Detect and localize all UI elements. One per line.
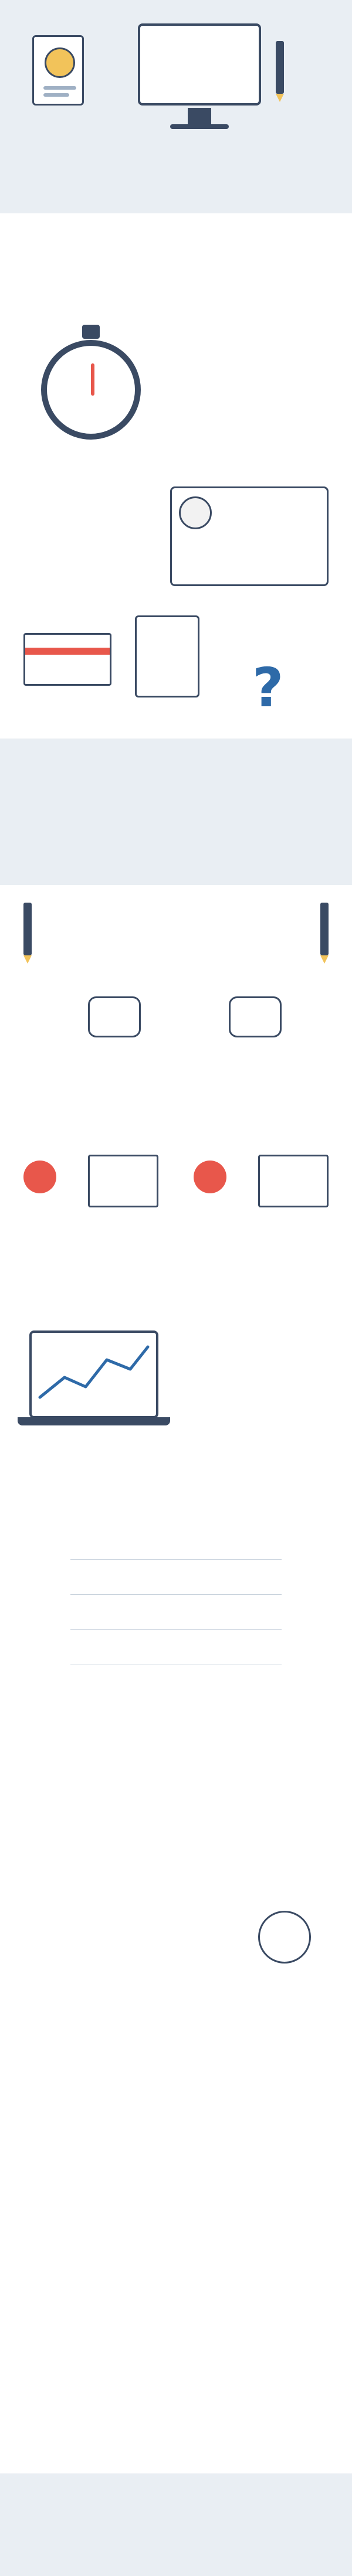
step-item <box>0 1776 352 1893</box>
step-item <box>0 2292 352 2409</box>
hero-section <box>0 0 352 305</box>
divider <box>70 1594 282 1595</box>
skills-section <box>0 481 352 739</box>
dog-avatar-icon <box>179 496 212 529</box>
step-item <box>0 1905 352 2022</box>
text-line-icon <box>43 93 69 97</box>
line-chart-icon <box>32 1333 156 1416</box>
step-item <box>0 2163 352 2280</box>
laptop-section <box>0 1313 352 1477</box>
divider <box>70 1559 282 1560</box>
step-item <box>0 2034 352 2151</box>
pencil-icon <box>276 41 284 94</box>
cv-document-icon <box>32 35 84 106</box>
monitor-foot-icon <box>170 124 229 129</box>
folder-icon <box>23 633 111 686</box>
question-mark-icon: ? <box>252 656 284 719</box>
howto-section <box>0 1711 352 2567</box>
cv-card-icon <box>135 615 199 697</box>
badge-icon <box>194 1161 226 1193</box>
laptop-chart-icon <box>29 1330 158 1418</box>
filing-cabinet-icon <box>88 1155 158 1207</box>
stopwatch-hand-icon <box>91 363 94 396</box>
stopwatch-icon <box>41 340 141 440</box>
monitor-icon <box>138 23 261 106</box>
timer-section <box>0 305 352 481</box>
speech-card <box>170 486 329 586</box>
team-icon <box>229 996 282 1037</box>
person-icon <box>258 1911 311 1964</box>
pencil-icon <box>23 903 32 955</box>
cv-badge-icon <box>45 47 75 78</box>
footer-section <box>0 2473 352 2576</box>
pencil-icon <box>320 903 329 955</box>
monitor-stand-icon <box>188 108 211 125</box>
divider <box>70 1629 282 1630</box>
folder-stripe-icon <box>25 648 110 655</box>
badge-icon <box>23 1161 56 1193</box>
stopwatch-button-icon <box>82 325 100 339</box>
text-line-icon <box>43 86 76 90</box>
laptop-base-icon <box>18 1417 170 1425</box>
briefcase-icon <box>258 1155 329 1207</box>
question-section <box>0 739 352 885</box>
stats-section <box>0 985 352 1313</box>
chapter-section <box>0 885 352 985</box>
speech-bubble-icon <box>88 996 141 1037</box>
top5-section <box>0 1477 352 1711</box>
